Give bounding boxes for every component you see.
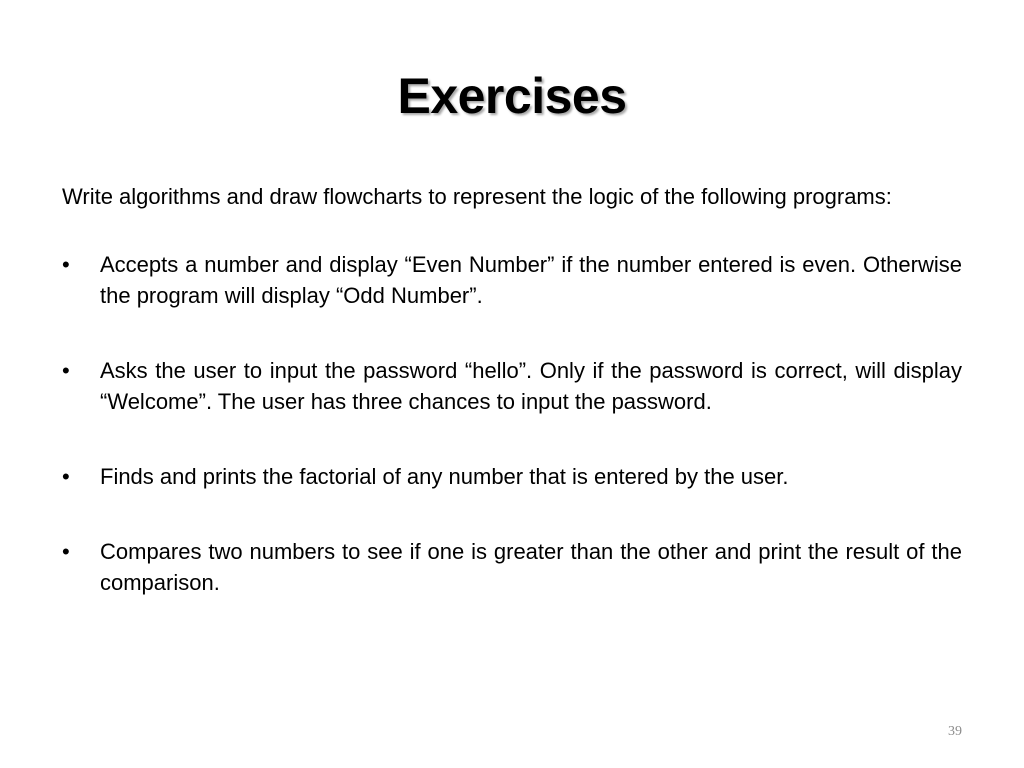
list-item	[62, 249, 962, 311]
slide-title: Exercises	[397, 68, 627, 124]
intro-paragraph: Write algorithms and draw flowcharts to represent the logic of the following programs:	[62, 184, 892, 209]
page-number: 39	[948, 724, 962, 739]
exercise-text: Accepts a number and display “Even Number” if the number entered is even. Otherwise the program will display “Odd Number”.	[100, 252, 962, 308]
slide-body	[62, 181, 962, 642]
list-item	[62, 536, 962, 598]
list-item	[62, 355, 962, 417]
exercise-list	[62, 249, 962, 598]
exercise-text: Asks the user to input the password “hello”. Only if the password is correct, will display “Welcome”. The user has three chances to input the password.	[100, 358, 962, 414]
exercise-text: Compares two numbers to see if one is greater than the other and print the result of the comparison.	[100, 539, 962, 595]
bullet-icon: •	[62, 464, 70, 489]
bullet-icon: •	[62, 252, 70, 277]
bullet-icon: •	[62, 539, 70, 564]
list-item	[62, 461, 962, 492]
exercise-text: Finds and prints the factorial of any number that is entered by the user.	[100, 464, 789, 489]
bullet-icon: •	[62, 358, 70, 383]
